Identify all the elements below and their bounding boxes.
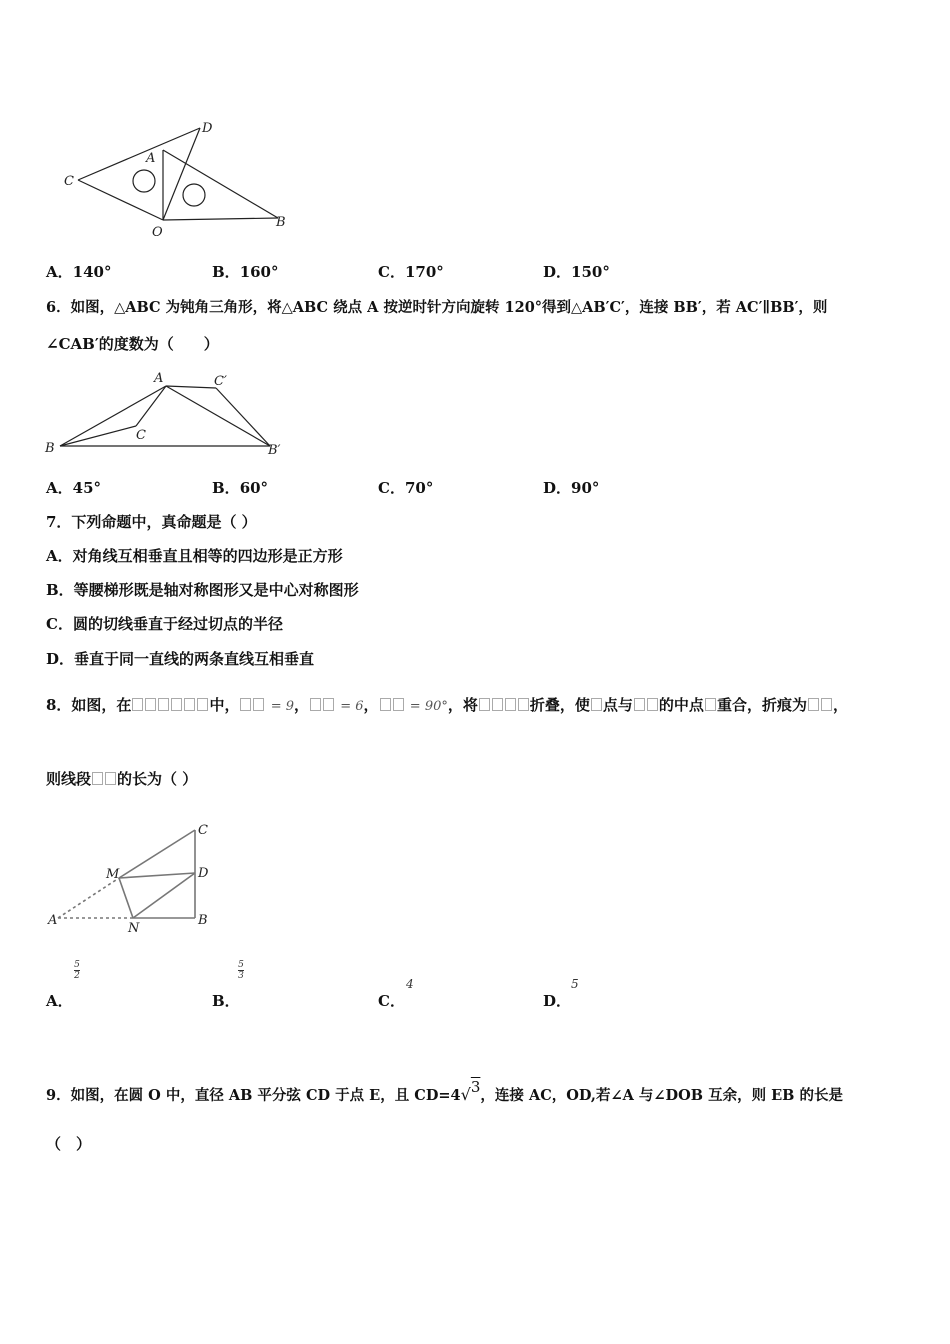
q5-circle-right xyxy=(183,184,205,206)
q5-label-O: O xyxy=(152,225,163,240)
q8-segment-MN xyxy=(119,878,133,918)
q5-label-B: B xyxy=(276,215,286,230)
q8-label-D: D xyxy=(198,866,209,881)
q6-segment-BC xyxy=(60,426,136,446)
q8-label-N: N xyxy=(128,921,140,936)
q6-label-A: A xyxy=(154,371,164,386)
q5-option-c: C．170° xyxy=(378,263,444,281)
q7-option-a: A．对角线互相垂直且相等的四边形是正方形 xyxy=(46,547,343,565)
q6-segment-CA xyxy=(136,386,166,426)
q6-segment-AC1 xyxy=(166,386,216,388)
q5-figure xyxy=(60,116,300,244)
q7-option-c: C．圆的切线垂直于经过切点的半径 xyxy=(46,615,283,633)
q8-figure xyxy=(46,818,218,938)
q5-circle-left xyxy=(133,170,155,192)
q6-option-a: A．45° xyxy=(46,479,102,497)
q5-option-b: B．160° xyxy=(212,263,279,281)
q8-option-a-fraction: 5 2 xyxy=(74,960,80,981)
q8-option-d: D． xyxy=(543,992,572,1010)
q8-option-c-value: 4 xyxy=(406,977,414,991)
q8-label-M: M xyxy=(106,867,120,882)
q6-option-c: C．70° xyxy=(378,479,434,497)
q5-label-D: D xyxy=(202,121,213,136)
q8-stem-line1: 8．如图，在 中， = 9， = 6， = 90°，将 折叠，使 点与 的中点 重合，折痕为 ， xyxy=(46,696,848,714)
q6-label-C1: C′ xyxy=(214,374,227,389)
q6-segment-BA xyxy=(60,386,166,446)
q8-placeholder-triangle xyxy=(132,698,143,711)
q5-segment-OB xyxy=(163,218,278,220)
q5-option-a: A．140° xyxy=(46,263,112,281)
q8-label-B: B xyxy=(198,913,208,928)
q8-option-b-fraction: 5 3 xyxy=(238,960,244,981)
q6-stem-line2: ∠CAB′的度数为（ ） xyxy=(46,335,219,353)
q7-option-b: B．等腰梯形既是轴对称图形又是中心对称图形 xyxy=(46,581,359,599)
q8-option-a: A． xyxy=(46,992,73,1010)
q5-option-d: D．150° xyxy=(543,263,610,281)
q8-option-d-value: 5 xyxy=(571,977,579,991)
q9-sqrt-sign: √ xyxy=(460,1085,471,1104)
q5-segment-CO xyxy=(78,180,163,220)
q6-option-d: D．90° xyxy=(543,479,600,497)
q8-option-b: B． xyxy=(212,992,240,1010)
q9-stem-line1: 9．如图，在圆 O 中，直径 AB 平分弦 CD 于点 E，且 CD=4√3，连接 AC，OD,若∠A 与∠DOB 互余，则 EB 的长是 xyxy=(46,1078,843,1104)
q6-figure xyxy=(44,368,288,460)
q8-segment-MD xyxy=(119,873,195,878)
q8-label-C: C xyxy=(198,823,208,838)
q5-label-A: A xyxy=(146,151,156,166)
q5-label-C: C xyxy=(64,174,74,189)
q6-label-C: C xyxy=(136,428,146,443)
q8-stem-line2: 则线段 的长为（ ） xyxy=(46,770,198,788)
q9-radicand: 3 xyxy=(470,1078,481,1096)
q6-label-B: B xyxy=(45,441,55,456)
q8-option-c: C． xyxy=(378,992,405,1010)
q8-label-A: A xyxy=(48,913,58,928)
q8-segment-MC xyxy=(119,830,195,878)
q8-segment-ND xyxy=(133,873,195,918)
q5-segment-AB xyxy=(163,150,278,218)
q6-option-b: B．60° xyxy=(212,479,269,497)
q7-option-d: D．垂直于同一直线的两条直线互相垂直 xyxy=(46,650,315,668)
q6-segment-C1B1 xyxy=(216,388,270,446)
q7-stem: 7．下列命题中，真命题是（ ） xyxy=(46,513,257,531)
q6-segment-AB1 xyxy=(166,386,270,446)
q6-stem-line1: 6．如图，△ABC 为钝角三角形，将△ABC 绕点 A 按逆时针方向旋转 120°得到△AB′C′，连接 BB′，若 AC′∥BB′，则 xyxy=(46,299,828,316)
q8-dashed-AM xyxy=(58,878,119,918)
q9-stem-line2: （ ） xyxy=(46,1135,92,1153)
q6-label-B1: B′ xyxy=(268,443,281,458)
